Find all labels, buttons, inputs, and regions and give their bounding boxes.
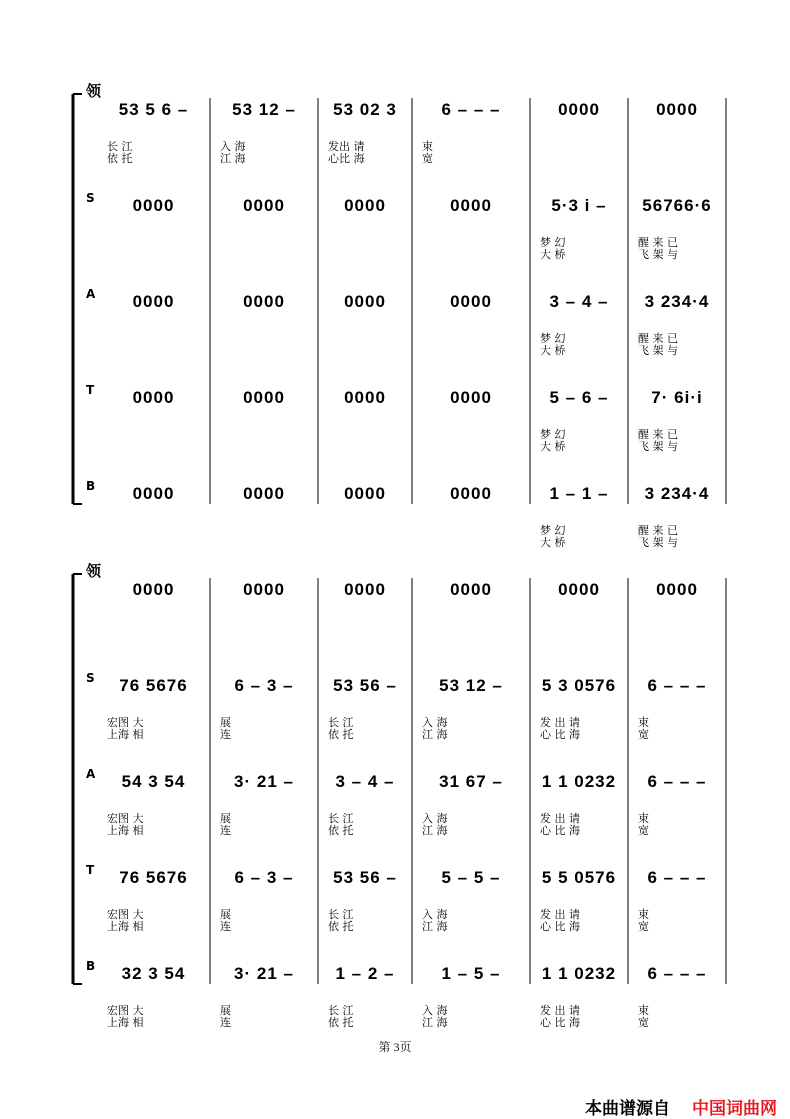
lyric-line: 宏图 大 bbox=[107, 716, 144, 729]
lyric-line: 束 bbox=[638, 812, 649, 825]
measure-notes: 0000 bbox=[450, 388, 492, 407]
lyric-line: 心比 海 bbox=[328, 152, 365, 165]
measure-notes: 3 – 4 – bbox=[335, 772, 395, 791]
part-label: S bbox=[86, 671, 95, 685]
measure-notes: 0000 bbox=[132, 388, 175, 407]
part-label: T bbox=[86, 383, 95, 397]
lyric-line: 依 托 bbox=[328, 728, 354, 741]
measure-notes: 76 5676 bbox=[119, 676, 188, 695]
measure-notes: 0000 bbox=[450, 292, 492, 311]
measure-notes: 0000 bbox=[344, 484, 386, 503]
measure-notes: 76 5676 bbox=[119, 868, 188, 887]
measure-notes: 5 – 5 – bbox=[441, 868, 501, 887]
lyric-line: 飞 架 与 bbox=[638, 536, 678, 549]
lyric-line: 长 江 bbox=[328, 908, 354, 921]
measure-notes: 6 – – – bbox=[441, 100, 501, 119]
part-label: 领 bbox=[86, 562, 102, 580]
lyric-line: 心 比 海 bbox=[540, 824, 580, 837]
lyric-line: 宽 bbox=[638, 1016, 649, 1029]
lyric-line: 大 桥 bbox=[540, 536, 566, 549]
lyric-line: 连 bbox=[220, 728, 231, 741]
measure-notes: 5·3 i – bbox=[551, 196, 607, 215]
measure-notes: 1 – 1 – bbox=[549, 484, 609, 503]
measure-notes: 0000 bbox=[243, 196, 285, 215]
lyric-line: 入 海 bbox=[422, 908, 448, 921]
measure-notes: 0000 bbox=[132, 196, 175, 215]
lyric-line: 飞 架 与 bbox=[638, 344, 678, 357]
measure-notes: 1 – 2 – bbox=[335, 964, 395, 983]
lyric-line: 依 托 bbox=[107, 152, 133, 165]
lyric-line: 连 bbox=[220, 1016, 231, 1029]
measure-notes: 0000 bbox=[558, 580, 600, 599]
lyric-line: 梦 幻 bbox=[540, 236, 566, 249]
measure-notes: 31 67 – bbox=[439, 772, 503, 791]
measure-notes: 53 56 – bbox=[333, 868, 397, 887]
lyric-line: 宽 bbox=[638, 728, 649, 741]
measure-notes: 0000 bbox=[243, 580, 285, 599]
measure-notes: 0000 bbox=[132, 484, 175, 503]
lyric-line: 入 海 bbox=[422, 716, 448, 729]
measure-notes: 0000 bbox=[243, 484, 285, 503]
lyric-line: 江 海 bbox=[422, 1016, 448, 1029]
measure-notes: 3· 21 – bbox=[234, 772, 294, 791]
measure-notes: 53 12 – bbox=[232, 100, 296, 119]
measure-notes: 0000 bbox=[132, 580, 175, 599]
lyric-line: 江 海 bbox=[220, 152, 246, 165]
lyric-line: 连 bbox=[220, 824, 231, 837]
lyric-line: 依 托 bbox=[328, 1016, 354, 1029]
measure-notes: 0000 bbox=[344, 388, 386, 407]
lyric-line: 大 桥 bbox=[540, 344, 566, 357]
lyric-line: 长 江 bbox=[328, 716, 354, 729]
measure-notes: 3· 21 – bbox=[234, 964, 294, 983]
lyric-line: 发 出 请 bbox=[540, 1004, 580, 1017]
lyric-line: 上海 相 bbox=[107, 1016, 144, 1029]
lyric-line: 宽 bbox=[422, 152, 433, 165]
measure-notes: 6 – 3 – bbox=[234, 868, 294, 887]
measure-notes: 0000 bbox=[344, 196, 386, 215]
part-label: T bbox=[86, 863, 95, 877]
part-label: 领 bbox=[86, 82, 102, 100]
lyric-line: 心 比 海 bbox=[540, 920, 580, 933]
measure-notes: 0000 bbox=[243, 292, 285, 311]
lyric-line: 醒 来 已 bbox=[638, 524, 678, 537]
site-name[interactable]: 中国词曲网 bbox=[692, 1099, 777, 1119]
lyric-line: 发 出 请 bbox=[540, 716, 580, 729]
lyric-line: 展 bbox=[220, 908, 231, 921]
lyric-line: 上海 相 bbox=[107, 920, 144, 933]
measure-notes: 0000 bbox=[450, 196, 492, 215]
lyric-line: 醒 来 已 bbox=[638, 236, 678, 249]
lyric-line: 入 海 bbox=[422, 812, 448, 825]
measure-notes: 0000 bbox=[450, 580, 492, 599]
lyric-line: 醒 来 已 bbox=[638, 332, 678, 345]
lyric-line: 入 海 bbox=[422, 1004, 448, 1017]
measure-notes: 3 – 4 – bbox=[549, 292, 609, 311]
lyric-line: 长 江 bbox=[107, 140, 133, 153]
measure-notes: 0000 bbox=[344, 580, 386, 599]
measure-notes: 6 – – – bbox=[647, 676, 707, 695]
measure-notes: 1 – 5 – bbox=[441, 964, 501, 983]
measure-notes: 0000 bbox=[132, 292, 175, 311]
measure-notes: 0000 bbox=[243, 388, 285, 407]
measure-notes: 6 – 3 – bbox=[234, 676, 294, 695]
source-label: 本曲谱源自 bbox=[585, 1099, 670, 1119]
measure-notes: 0000 bbox=[558, 100, 600, 119]
measure-notes: 53 12 – bbox=[439, 676, 503, 695]
measure-notes: 0000 bbox=[344, 292, 386, 311]
lyric-line: 长 江 bbox=[328, 1004, 354, 1017]
lyric-line: 展 bbox=[220, 812, 231, 825]
lyric-line: 宏图 大 bbox=[107, 908, 144, 921]
lyric-line: 宽 bbox=[638, 920, 649, 933]
lyric-line: 宏图 大 bbox=[107, 812, 144, 825]
measure-notes: 6 – – – bbox=[647, 868, 707, 887]
lyric-line: 发出 请 bbox=[328, 140, 365, 153]
measure-notes: 1 1 0232 bbox=[541, 772, 617, 791]
part-label: A bbox=[86, 767, 96, 781]
lyric-line: 长 江 bbox=[328, 812, 354, 825]
lyric-line: 大 桥 bbox=[540, 248, 566, 261]
measure-notes: 53 02 3 bbox=[333, 100, 397, 119]
lyric-line: 依 托 bbox=[328, 824, 354, 837]
measure-notes: 5 5 0576 bbox=[541, 868, 617, 887]
lyric-line: 梦 幻 bbox=[540, 428, 566, 441]
lyric-line: 展 bbox=[220, 1004, 231, 1017]
lyric-line: 心 比 海 bbox=[540, 1016, 580, 1029]
measure-notes: 6 – – – bbox=[647, 964, 707, 983]
lyric-line: 飞 架 与 bbox=[638, 440, 678, 453]
lyric-line: 梦 幻 bbox=[540, 524, 566, 537]
measure-notes: 0000 bbox=[450, 484, 492, 503]
lyric-line: 束 bbox=[422, 140, 433, 153]
lyric-line: 大 桥 bbox=[540, 440, 566, 453]
measure-notes: 53 56 – bbox=[333, 676, 397, 695]
lyric-line: 入 海 bbox=[220, 140, 246, 153]
measure-notes: 3 234·4 bbox=[644, 292, 710, 311]
lyric-line: 依 托 bbox=[328, 920, 354, 933]
lyric-line: 江 海 bbox=[422, 728, 448, 741]
lyric-line: 束 bbox=[638, 1004, 649, 1017]
lyric-line: 上海 相 bbox=[107, 728, 144, 741]
measure-notes: 54 3 54 bbox=[121, 772, 186, 791]
lyric-line: 宏图 大 bbox=[107, 1004, 144, 1017]
lyric-line: 束 bbox=[638, 716, 649, 729]
measure-notes: 6 – – – bbox=[647, 772, 707, 791]
lyric-line: 江 海 bbox=[422, 824, 448, 837]
part-label: B bbox=[86, 959, 96, 973]
lyric-line: 展 bbox=[220, 716, 231, 729]
part-label: A bbox=[86, 287, 96, 301]
measure-notes: 32 3 54 bbox=[121, 964, 186, 983]
lyric-line: 醒 来 已 bbox=[638, 428, 678, 441]
measure-notes: 7· 6i·i bbox=[651, 388, 703, 407]
measure-notes: 56766·6 bbox=[642, 196, 712, 215]
lyric-line: 发 出 请 bbox=[540, 812, 580, 825]
measure-notes: 0000 bbox=[656, 580, 698, 599]
lyric-line: 江 海 bbox=[422, 920, 448, 933]
measure-notes: 1 1 0232 bbox=[541, 964, 617, 983]
lyric-line: 上海 相 bbox=[107, 824, 144, 837]
lyric-line: 束 bbox=[638, 908, 649, 921]
part-label: B bbox=[86, 479, 96, 493]
lyric-line: 连 bbox=[220, 920, 231, 933]
lyric-line: 宽 bbox=[638, 824, 649, 837]
measure-notes: 5 3 0576 bbox=[541, 676, 617, 695]
lyric-line: 发 出 请 bbox=[540, 908, 580, 921]
measure-notes: 3 234·4 bbox=[644, 484, 710, 503]
measure-notes: 53 5 6 – bbox=[118, 100, 189, 119]
measure-notes: 5 – 6 – bbox=[549, 388, 609, 407]
lyric-line: 飞 架 与 bbox=[638, 248, 678, 261]
lyric-line: 梦 幻 bbox=[540, 332, 566, 345]
page-number: 第 3页 bbox=[378, 1040, 412, 1054]
part-label: S bbox=[86, 191, 95, 205]
lyric-line: 心 比 海 bbox=[540, 728, 580, 741]
measure-notes: 0000 bbox=[656, 100, 698, 119]
